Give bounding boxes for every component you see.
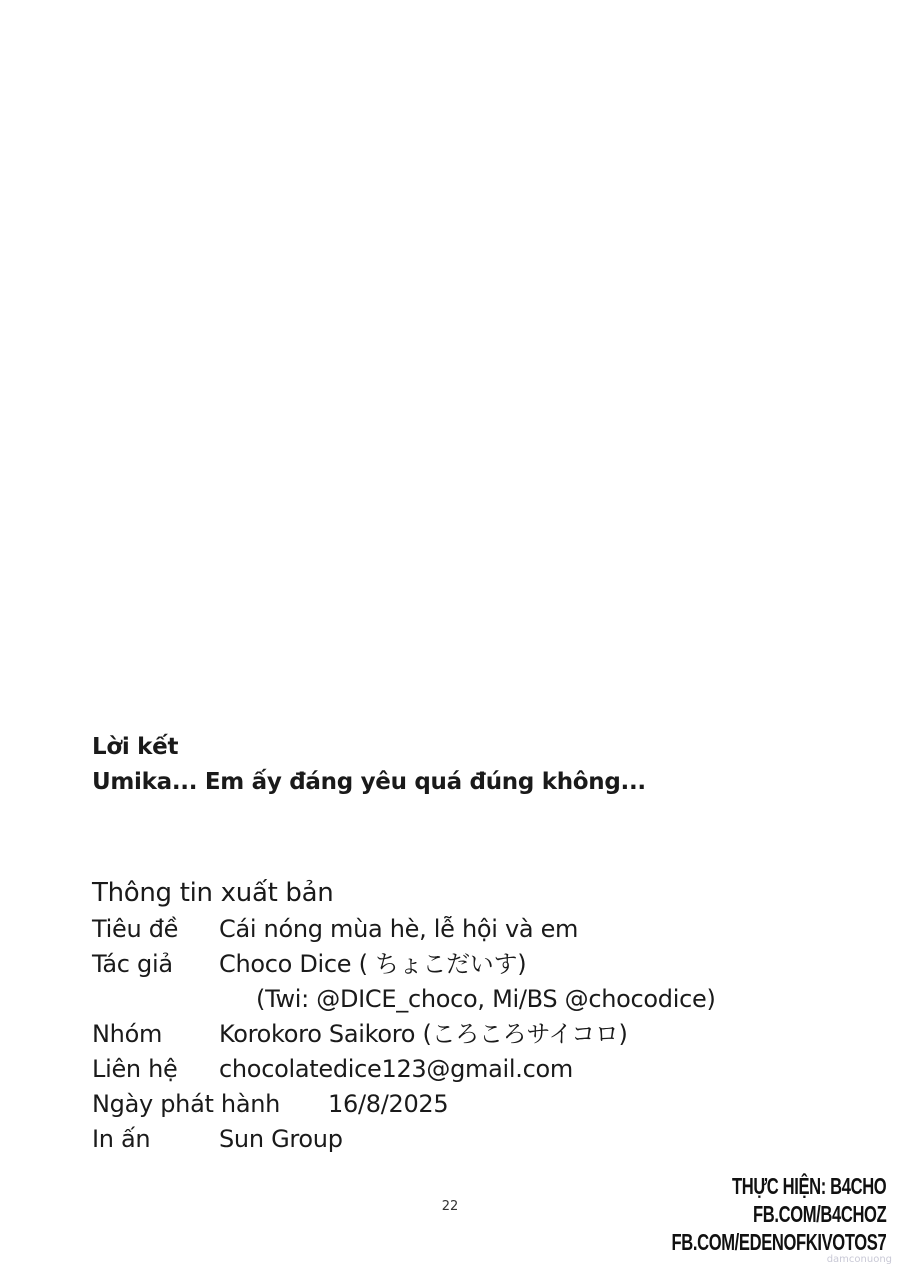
credit-line-translator: THỰC HIỆN: B4CHO (731, 1173, 886, 1199)
pubinfo-label-release-date: Ngày phát hành (92, 1090, 281, 1118)
credit-line-facebook-2: FB.COM/EDENOFKIVOTOS7 (671, 1229, 886, 1255)
pubinfo-value-printing: Sun Group (219, 1125, 343, 1153)
publication-info-title: Thông tin xuất bản (92, 878, 334, 908)
pubinfo-row-printing (92, 1122, 812, 1157)
watermark: damconuong (826, 1254, 892, 1265)
pubinfo-label-contact: Liên hệ (92, 1055, 178, 1083)
pubinfo-label-printing: In ấn (92, 1125, 151, 1153)
translator-credits (588, 1172, 886, 1256)
credit-line-facebook-1: FB.COM/B4CHOZ (752, 1201, 886, 1227)
pubinfo-label-group: Nhóm (92, 1020, 163, 1048)
pubinfo-value-release-date: 16/8/2025 (328, 1090, 449, 1118)
publication-info-section (92, 874, 812, 1157)
pubinfo-value-contact: chocolatedice123@gmail.com (219, 1055, 573, 1083)
page-number: 22 (441, 1199, 459, 1214)
afterword-title: Lời kết (92, 734, 179, 760)
pubinfo-value-title: Cái nóng mùa hè, lễ hội và em (219, 915, 579, 943)
pubinfo-row-author (92, 947, 812, 982)
pubinfo-value-group: Korokoro Saikoro (ころころサイコロ) (219, 1020, 628, 1048)
pubinfo-row-title (92, 912, 812, 947)
afterword-text: Umika... Em ấy đáng yêu quá đúng không... (92, 769, 646, 795)
pubinfo-label-title: Tiêu đề (92, 915, 179, 943)
afterword-section (92, 730, 646, 800)
pubinfo-row-contact (92, 1052, 812, 1087)
pubinfo-label-author: Tác giả (92, 950, 173, 978)
pubinfo-row-group (92, 1017, 812, 1052)
pubinfo-value-author-socials: (Twi: @DICE_choco, Mi/BS @chocodice) (256, 985, 716, 1013)
pubinfo-row-release-date (92, 1087, 812, 1122)
pubinfo-row-author-socials (92, 982, 812, 1017)
pubinfo-value-author: Choco Dice ( ちょこだいす) (219, 950, 527, 978)
